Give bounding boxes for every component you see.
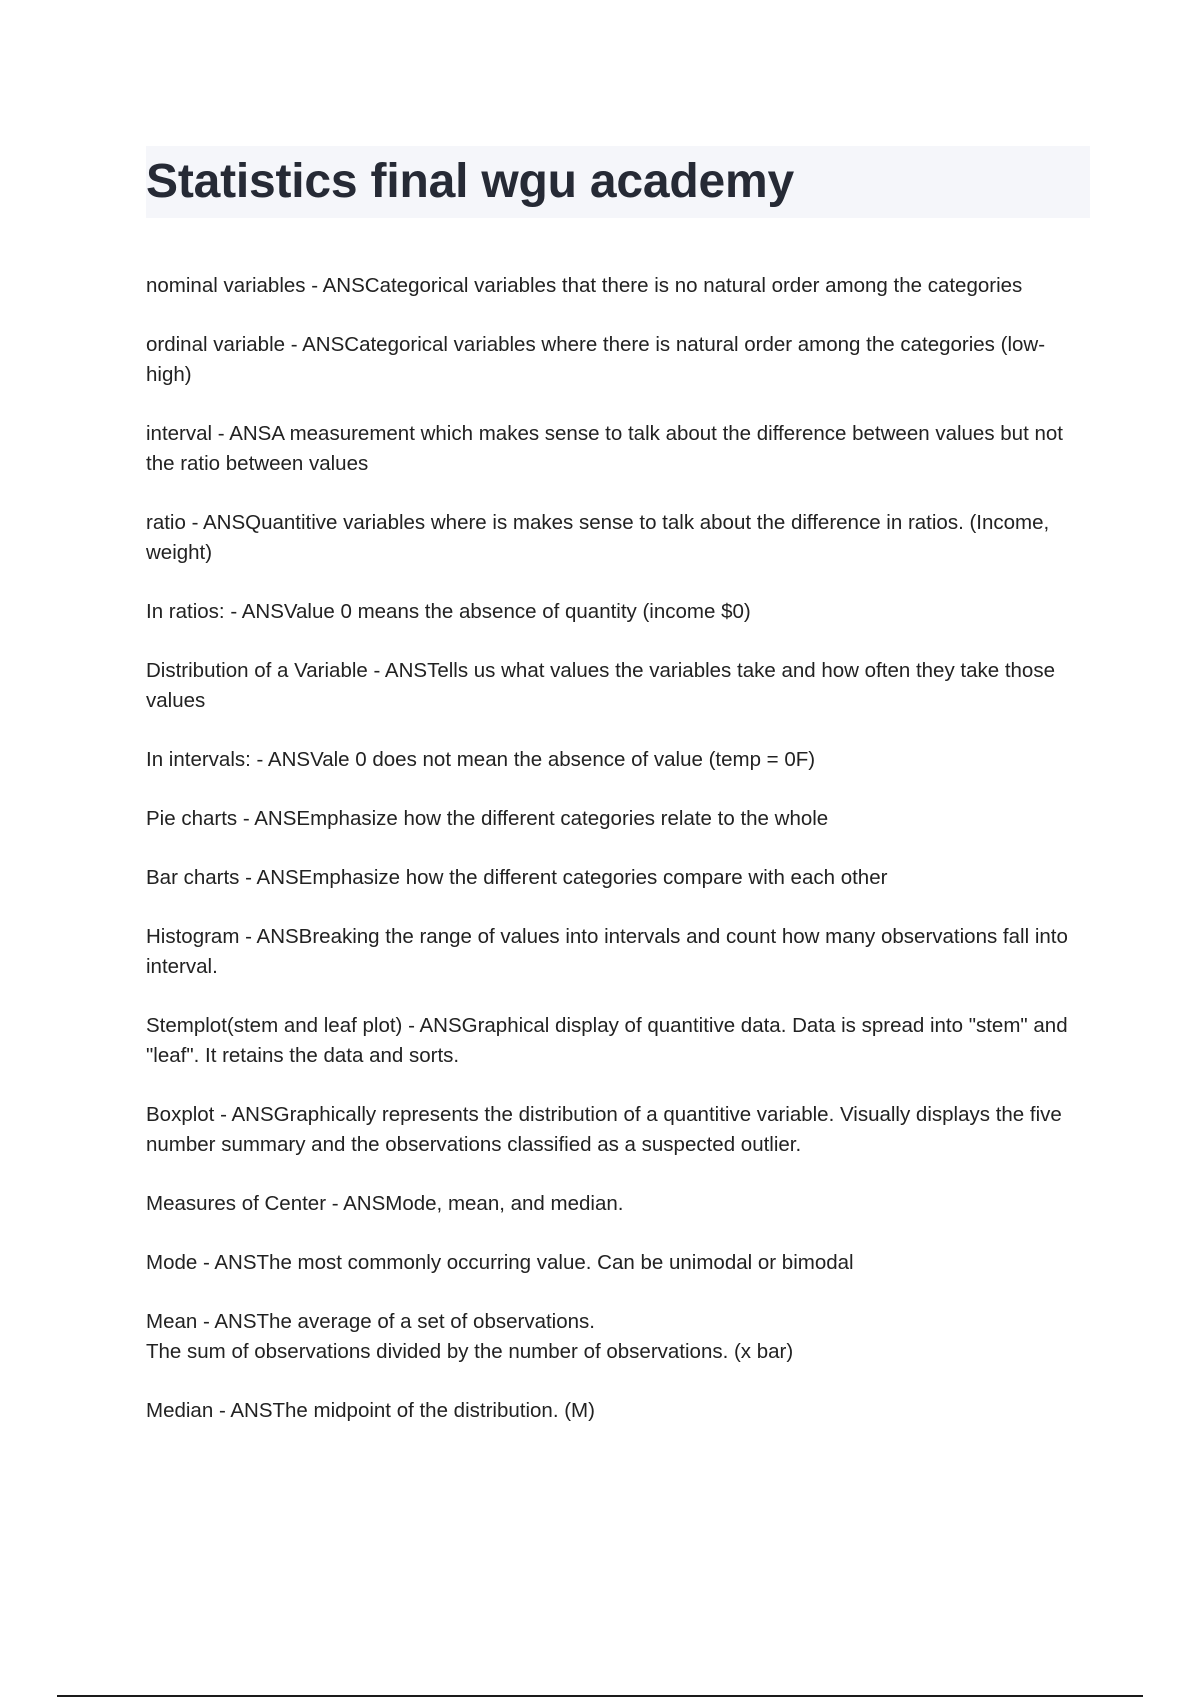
qa-entry: In intervals: - ANSVale 0 does not mean the absence of value (temp = 0F) [146, 748, 816, 771]
qa-entry: Median - ANSThe midpoint of the distribution. (M) [146, 1399, 595, 1422]
entry-term: Pie charts [146, 807, 238, 830]
entry-answer: ANSTells us what values the variables take and how often they take those values [146, 659, 1055, 712]
entry-answer: ANSValue 0 means the absence of quantity (income $0) [241, 600, 751, 623]
qa-list [146, 271, 1086, 1426]
entry-answer: ANSCategorical variables that there is no natural order among the categories [322, 274, 1023, 297]
entry-answer: ANSBreaking the range of values into intervals and count how many observations fall into interval. [146, 925, 1068, 978]
entry-term: ratio [146, 511, 186, 534]
entry-term: nominal variables [146, 274, 306, 297]
entry-answer: ANSVale 0 does not mean the absence of value (temp = 0F) [267, 748, 816, 771]
entry-term: ordinal variable [146, 333, 286, 356]
entry-term: Mode [146, 1251, 198, 1274]
entry-term: Distribution of a Variable [146, 659, 368, 682]
entry-answer: ANSCategorical variables where there is natural order among the categories (low-high) [146, 333, 1046, 386]
qa-entry: Histogram - ANSBreaking the range of values into intervals and count how many observations fall into interval. [146, 925, 1068, 978]
entry-answer: ANSEmphasize how the different categories relate to the whole [254, 807, 829, 830]
qa-entry: Distribution of a Variable - ANSTells us what values the variables take and how often they take those values [146, 659, 1055, 712]
entry-term: Mean [146, 1310, 198, 1333]
entry-term: Median [146, 1399, 214, 1422]
title-banner [146, 146, 1090, 218]
entry-term: Measures of Center [146, 1192, 327, 1215]
entry-term: interval [146, 422, 213, 445]
entry-answer: ANSGraphically represents the distribution of a quantitive variable. Visually displays the five number summary and the observations classified as a suspected outlier. [146, 1103, 1062, 1156]
entry-term: Histogram [146, 925, 240, 948]
qa-entry: Measures of Center - ANSMode, mean, and median. [146, 1192, 624, 1215]
entry-answer: ANSA measurement which makes sense to talk about the difference between values but not the ratio between values [146, 422, 1063, 475]
entry-answer: ANSThe average of a set of observations. The sum of observations divided by the number of observations. (x bar) [146, 1310, 794, 1363]
entry-answer: ANSGraphical display of quantitive data. Data is spread into "stem" and "leaf". It retains the data and sorts. [146, 1014, 1068, 1067]
qa-entry: nominal variables - ANSCategorical variables that there is no natural order among the categories [146, 274, 1023, 297]
qa-entry: interval - ANSA measurement which makes sense to talk about the difference between values but not the ratio between values [146, 422, 1063, 475]
qa-entry: Stemplot(stem and leaf plot) - ANSGraphical display of quantitive data. Data is spread into "stem" and "leaf". It retains the data and sorts. [146, 1014, 1068, 1067]
page-title: Statistics final wgu academy [146, 155, 794, 208]
entry-term: In intervals: [146, 748, 251, 771]
entry-answer: ANSThe most commonly occurring value. Can be unimodal or bimodal [214, 1251, 854, 1274]
entry-answer: ANSQuantitive variables where is makes sense to talk about the difference in ratios. (Income, weight) [146, 511, 1050, 564]
qa-entry: Mean - ANSThe average of a set of observations. The sum of observations divided by the number of observations. (x bar) [146, 1310, 794, 1363]
entry-term: In ratios: [146, 600, 225, 623]
entry-answer: ANSThe midpoint of the distribution. (M) [230, 1399, 595, 1422]
entry-answer: ANSMode, mean, and median. [343, 1192, 624, 1215]
qa-entry: Boxplot - ANSGraphically represents the distribution of a quantitive variable. Visually displays the five number summary and the observations classified as a suspected outlier. [146, 1103, 1062, 1156]
qa-entry: ordinal variable - ANSCategorical variables where there is natural order among the categories (low-high) [146, 333, 1046, 386]
qa-entry: Mode - ANSThe most commonly occurring value. Can be unimodal or bimodal [146, 1251, 854, 1274]
entry-answer: ANSEmphasize how the different categories compare with each other [256, 866, 888, 889]
footer-divider [57, 1695, 1143, 1697]
entry-term: Boxplot [146, 1103, 215, 1126]
qa-entry: ratio - ANSQuantitive variables where is makes sense to talk about the difference in ratios. (Income, weight) [146, 511, 1050, 564]
qa-entry: In ratios: - ANSValue 0 means the absence of quantity (income $0) [146, 600, 751, 623]
entry-term: Bar charts [146, 866, 240, 889]
entry-term: Stemplot(stem and leaf plot) [146, 1014, 403, 1037]
qa-entry: Bar charts - ANSEmphasize how the different categories compare with each other [146, 866, 888, 889]
qa-entry: Pie charts - ANSEmphasize how the different categories relate to the whole [146, 807, 829, 830]
